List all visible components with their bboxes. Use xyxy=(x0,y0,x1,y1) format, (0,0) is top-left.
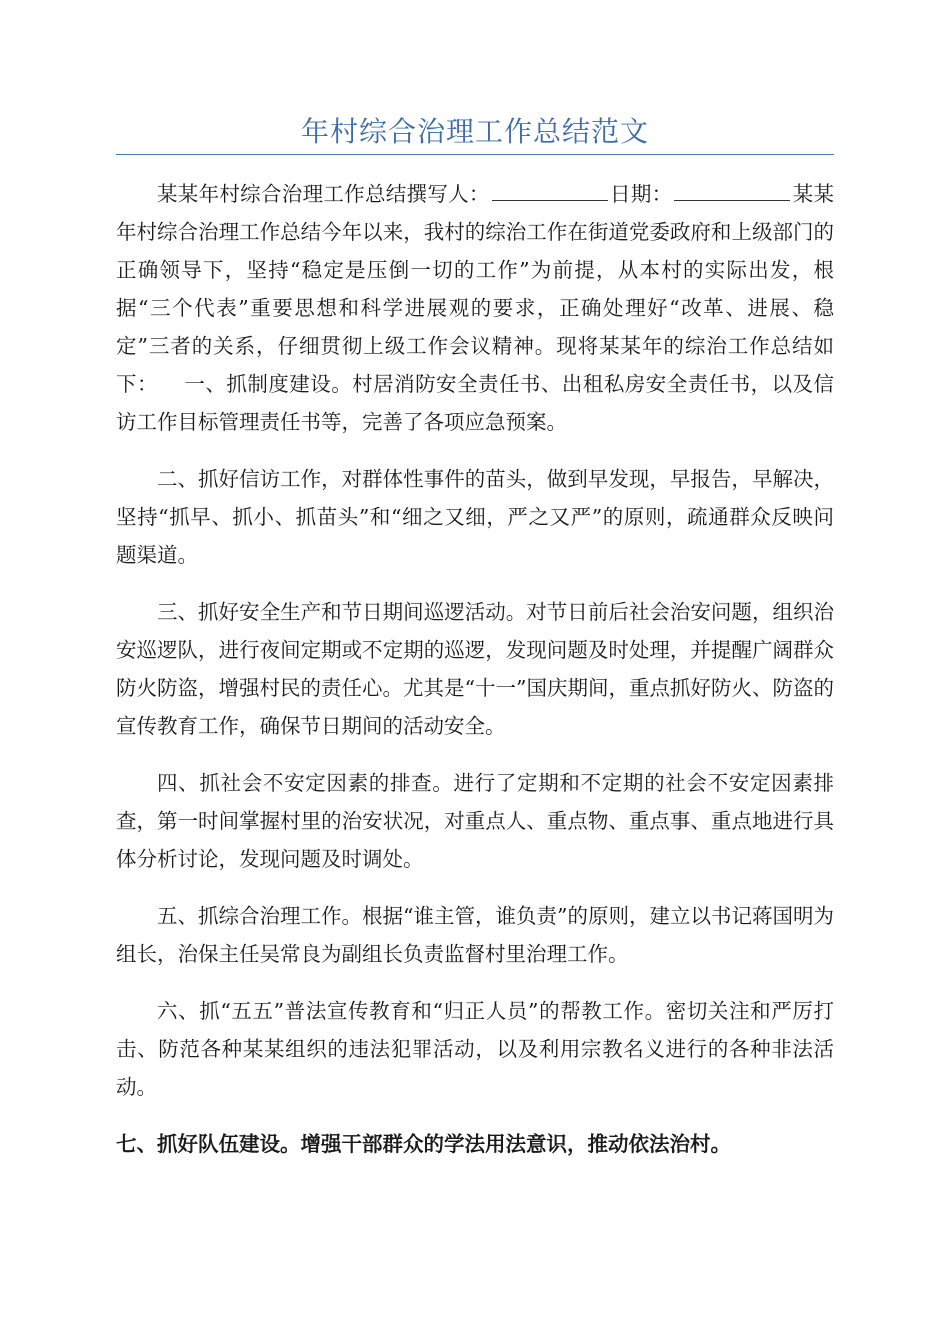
paragraph-gap xyxy=(116,745,834,764)
item-1-text: 一、抓制度建设。村居消防安全责任书、出租私房安全责任书，以及信访工作目标管理责任书等，完善了各项应急预案。 xyxy=(116,372,835,434)
paragraph-gap xyxy=(116,973,834,992)
item-5-paragraph: 五、抓综合治理工作。根据“谁主管，谁负责”的原则，建立以书记蒋国明为组长，治保主任吴常良为副组长负责监督村里治理工作。 xyxy=(116,904,834,966)
intro-text: 某某年村综合治理工作总结今年以来，我村的综治工作在街道党委政府和上级部门的正确领导下，坚持“稳定是压倒一切的工作”为前提，从本村的实际出发，根据“三个代表”重要思想和科学进展观的要求，正确处理好“改革、进展、稳定”三者的关系，仔细贯彻上级工作会议精神。现将某某年的综治工作总结如下： xyxy=(116,182,835,396)
item-4-paragraph: 四、抓社会不安定因素的排查。进行了定期和不定期的社会不安定因素排查，第一时间掌握村里的治安状况，对重点人、重点物、重点事、重点地进行具体分析讨论，发现问题及时调处。 xyxy=(116,771,834,871)
author-blank xyxy=(492,178,608,201)
item-2-paragraph: 二、抓好信访工作，对群体性事件的苗头，做到早发现，早报告，早解决，坚持“抓早、抓小、抓苗头”和“细之又细，严之又严”的原则，疏通群众反映问题渠道。 xyxy=(116,467,834,567)
header-prefix: 某某年村综合治理工作总结撰写人： xyxy=(157,182,490,206)
paragraph-gap xyxy=(116,441,834,460)
title-underline xyxy=(116,154,834,155)
item-6-paragraph: 六、抓“五五”普法宣传教育和“归正人员”的帮教工作。密切关注和严厉打击、防范各种某某组织的违法犯罪活动，以及利用宗教名义进行的各种非法活动。 xyxy=(116,999,834,1099)
document-body xyxy=(116,175,834,1163)
date-label: 日期： xyxy=(609,182,673,206)
item-7-paragraph: 七、抓好队伍建设。增强干部群众的学法用法意识，推动依法治村。 xyxy=(116,1132,731,1156)
document-title: 年村综合治理工作总结范文 xyxy=(300,115,649,148)
date-blank xyxy=(674,178,790,201)
intro-paragraph xyxy=(116,175,834,441)
paragraph-gap xyxy=(116,878,834,897)
item-3-paragraph: 三、抓好安全生产和节日期间巡逻活动。对节日前后社会治安问题，组织治安巡逻队，进行夜间定期或不定期的巡逻，发现问题及时处理，并提醒广阔群众防火防盗，增强村民的责任心。尤其是“十一”国庆期间，重点抓好防火、防盗的宣传教育工作，确保节日期间的活动安全。 xyxy=(116,600,834,738)
paragraph-gap xyxy=(116,1106,834,1125)
paragraph-gap xyxy=(116,574,834,593)
